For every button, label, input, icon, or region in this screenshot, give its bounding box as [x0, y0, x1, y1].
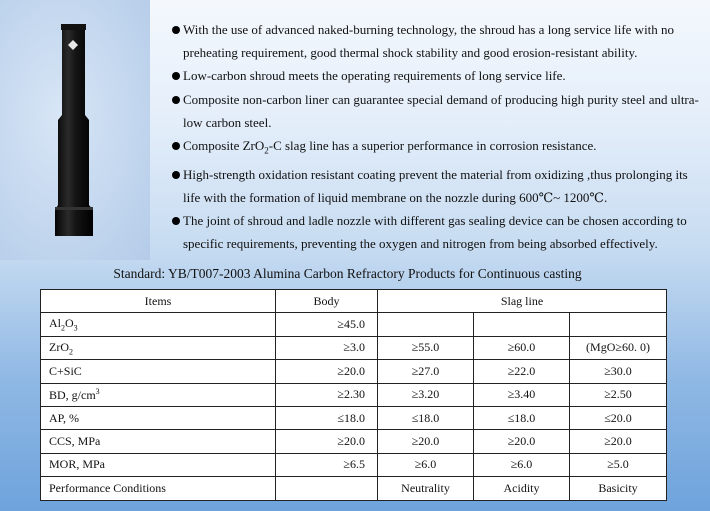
row-label: C+SiC: [41, 360, 276, 383]
slag-value-1: [378, 313, 474, 336]
body-value: ≥45.0: [276, 313, 378, 336]
header-items: Items: [41, 290, 276, 313]
row-label: ZrO$_2$: [41, 336, 276, 359]
slag-value-3: ≥30.0: [570, 360, 667, 383]
row-label: CCS, MPa: [41, 430, 276, 453]
row-label: $Al_2O_3$: [41, 313, 276, 336]
slag-value-2: [474, 313, 570, 336]
feature-item: High-strength oxidation resistant coating prevent the material from oxidizing ,thus prolonging its life with the formation of liquid membrane on the nozzle during 600℃~ 1200℃.: [172, 163, 702, 209]
feature-item: Low-carbon shroud meets the operating requirements of long service life.: [172, 64, 702, 87]
bullet-dot-icon: [172, 142, 180, 150]
table-row: [41, 477, 667, 500]
bullet-dot-icon: [172, 72, 180, 80]
bullet-dot-icon: [172, 171, 180, 179]
feature-list: [172, 18, 702, 256]
table-row: [41, 406, 667, 429]
row-label: Performance Conditions: [41, 477, 276, 500]
body-value: ≤18.0: [276, 406, 378, 429]
body-value: ≥3.0: [276, 336, 378, 359]
slag-value-1: ≥27.0: [378, 360, 474, 383]
slag-value-1: Neutrality: [378, 477, 474, 500]
row-label: AP, %: [41, 406, 276, 429]
slag-value-2: ≤18.0: [474, 406, 570, 429]
table-row: [41, 383, 667, 406]
body-value: ≥2.30: [276, 383, 378, 406]
slag-value-2: ≥22.0: [474, 360, 570, 383]
row-label: MOR, MPa: [41, 453, 276, 476]
slag-value-2: ≥20.0: [474, 430, 570, 453]
header-slag-line: Slag line: [378, 290, 667, 313]
spec-table: [40, 289, 667, 501]
slag-value-3: Basicity: [570, 477, 667, 500]
shroud-product-image: [0, 0, 150, 260]
slag-value-2: ≥60.0: [474, 336, 570, 359]
table-row: [41, 313, 667, 336]
slag-value-1: ≥6.0: [378, 453, 474, 476]
header-body: Body: [276, 290, 378, 313]
slag-value-2: Acidity: [474, 477, 570, 500]
slag-value-1: ≥3.20: [378, 383, 474, 406]
table-row: [41, 336, 667, 359]
slag-value-2: ≥6.0: [474, 453, 570, 476]
slag-value-3: ≥2.50: [570, 383, 667, 406]
body-value: [276, 477, 378, 500]
slag-value-1: ≤18.0: [378, 406, 474, 429]
body-value: ≥20.0: [276, 360, 378, 383]
body-value: ≥6.5: [276, 453, 378, 476]
slag-value-3: (MgO≥60. 0): [570, 336, 667, 359]
feature-item: Composite non-carbon liner can guarantee special demand of producing high purity steel and ultra-low carbon steel.: [172, 88, 702, 134]
bullet-dot-icon: [172, 96, 180, 104]
table-row: [41, 360, 667, 383]
table-row: [41, 430, 667, 453]
product-photo-panel: [0, 0, 150, 260]
slag-value-2: ≥3.40: [474, 383, 570, 406]
bullet-dot-icon: [172, 217, 180, 225]
feature-item: The joint of shroud and ladle nozzle with different gas sealing device can be chosen according to specific requirements, preventing the oxygen and nitrogen from being absorbed effectively.: [172, 209, 702, 255]
slag-value-3: ≥20.0: [570, 430, 667, 453]
slag-value-1: ≥55.0: [378, 336, 474, 359]
table-header-row: [41, 290, 667, 313]
slag-value-1: ≥20.0: [378, 430, 474, 453]
row-label: BD, $g/cm^3$: [41, 383, 276, 406]
feature-item: With the use of advanced naked-burning technology, the shroud has a long service life with no preheating requirement, good thermal shock stability and good erosion-resistant ability.: [172, 18, 702, 64]
feature-item: Composite ZrO$_2$-C slag line has a superior performance in corrosion resistance.: [172, 134, 702, 163]
body-value: ≥20.0: [276, 430, 378, 453]
bullet-dot-icon: [172, 26, 180, 34]
slag-value-3: [570, 313, 667, 336]
slag-value-3: ≤20.0: [570, 406, 667, 429]
slag-value-3: ≥5.0: [570, 453, 667, 476]
table-caption: Standard: YB/T007-2003 Alumina Carbon Refractory Products for Continuous casting: [113, 266, 582, 281]
table-row: [41, 453, 667, 476]
